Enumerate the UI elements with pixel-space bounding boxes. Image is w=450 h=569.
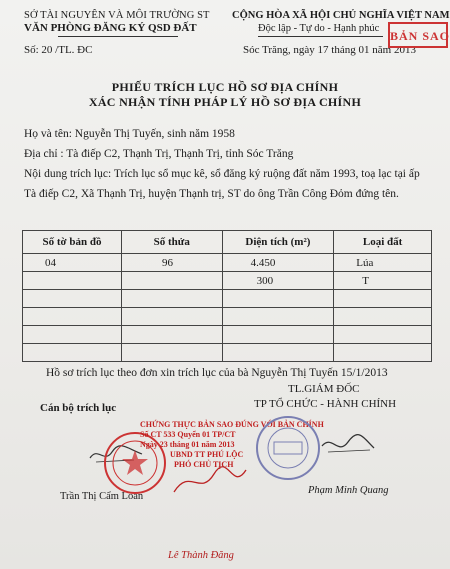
cell-area: 300 — [222, 272, 334, 290]
cell-land-type: T — [334, 272, 432, 290]
motto-underline — [258, 36, 383, 37]
cell-empty — [121, 344, 222, 362]
land-table — [22, 230, 432, 362]
organization-seal-icon — [254, 414, 322, 482]
content-line-1: Nội dung trích lục: Trích lục sổ mục kê, sổ đăng ký ruộng đất năm 1993, toạ lạc tại ấp — [24, 168, 420, 180]
copy-stamp: BẢN SAO — [388, 22, 448, 48]
officer-name: Trần Thị Cẩm Loan — [60, 491, 144, 502]
cell-parcel — [121, 272, 222, 290]
cell-parcel: 96 — [121, 254, 222, 272]
cell-empty — [222, 326, 334, 344]
header-parcel: Số thửa — [121, 231, 222, 254]
table-row — [23, 290, 432, 308]
content-line-2: Tà điếp C2, Xã Thạnh Trị, huyện Thạnh trị, ST do ông Trần Công Đỏm đứng tên. — [24, 188, 399, 200]
cell-empty — [121, 290, 222, 308]
cell-empty — [23, 308, 122, 326]
country-header: CỘNG HÒA XÃ HỘI CHỦ NGHĨA VIỆT NAM — [232, 10, 450, 21]
table-row — [23, 344, 432, 362]
certify-line-2: Số CT 533 Quyển 01 TP/CT — [140, 430, 236, 439]
cell-empty — [222, 344, 334, 362]
certify-line-3: Ngày 23 tháng 01 năm 2013 — [140, 440, 235, 449]
holder-address: Địa chỉ : Tà điếp C2, Thạnh Trị, Thạnh Trị, tỉnh Sóc Trăng — [24, 148, 294, 160]
red-signature-icon — [170, 462, 250, 502]
cell-empty — [23, 290, 122, 308]
director-name: Phạm Minh Quang — [308, 485, 389, 496]
cell-empty — [121, 326, 222, 344]
certify-line-1: CHỨNG THỰC BẢN SAO ĐÚNG VỚI BẢN CHÍNH — [140, 420, 324, 429]
certify-line-5: PHÓ CHỦ TỊCH — [174, 460, 234, 469]
request-note: Hồ sơ trích lục theo đơn xin trích lục của bà Nguyễn Thị Tuyến 15/1/2013 — [46, 367, 388, 379]
national-motto: Độc lập - Tự do - Hạnh phúc — [258, 23, 380, 34]
table-row — [23, 308, 432, 326]
document-number: Số: 20 /TL. ĐC — [24, 44, 93, 56]
cell-empty — [222, 290, 334, 308]
cell-land-type: Lúa — [334, 254, 432, 272]
header-area: Diện tích (m²) — [222, 231, 334, 254]
director-title: TL.GIÁM ĐỐC — [288, 383, 360, 395]
cell-empty — [334, 326, 432, 344]
cell-empty — [23, 326, 122, 344]
table-row — [23, 326, 432, 344]
cell-empty — [23, 344, 122, 362]
document-subtitle: XÁC NHẬN TÍNH PHÁP LÝ HỒ SƠ ĐỊA CHÍNH — [88, 95, 362, 109]
director-signature-icon — [318, 428, 378, 460]
cell-empty — [334, 344, 432, 362]
agency-line-2: VĂN PHÒNG ĐĂNG KÝ QSD ĐẤT — [24, 22, 197, 34]
agency-header — [24, 10, 210, 34]
cell-empty — [334, 308, 432, 326]
cell-map-sheet: 04 — [23, 254, 122, 272]
certify-line-4: UBND TT PHÚ LỘC — [170, 450, 244, 459]
officer-title: Cán bộ trích lục — [40, 402, 117, 414]
table-row — [23, 254, 432, 272]
place-date: Sóc Trăng, ngày 17 tháng 01 năm 2013 — [243, 44, 416, 56]
header-land-type: Loại đất — [334, 231, 432, 254]
table-row — [23, 272, 432, 290]
document-title: PHIẾU TRÍCH LỤC HỒ SƠ ĐỊA CHÍNH — [111, 80, 339, 94]
cell-empty — [334, 290, 432, 308]
agency-line-1: SỞ TÀI NGUYÊN VÀ MÔI TRƯỜNG ST — [24, 10, 210, 21]
holder-name: Họ và tên: Nguyễn Thị Tuyến, sinh năm 1958 — [24, 128, 235, 140]
table-header-row — [23, 231, 432, 254]
cell-empty — [121, 308, 222, 326]
certifier-name: Lê Thành Đăng — [168, 550, 234, 561]
department-title: TP TỔ CHỨC - HÀNH CHÍNH — [254, 398, 397, 410]
agency-underline — [58, 36, 178, 37]
header-map-sheet: Số tờ bản đồ — [23, 231, 122, 254]
cell-area: 4.450 — [222, 254, 334, 272]
cell-empty — [222, 308, 334, 326]
cell-map-sheet — [23, 272, 122, 290]
